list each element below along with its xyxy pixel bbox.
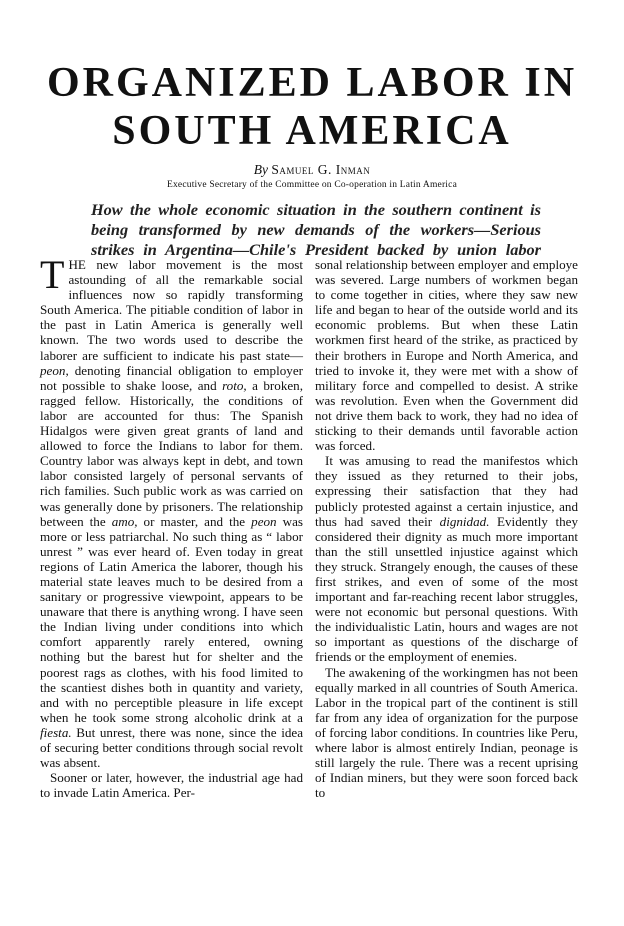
paragraph [315, 453, 578, 664]
italic-term: amo, [111, 513, 138, 529]
author-name: Samuel G. Inman [271, 162, 371, 177]
column-left [40, 252, 304, 801]
drop-cap: T [40, 252, 65, 297]
text-run: or master, and the [137, 513, 252, 529]
subheadline [91, 200, 541, 260]
paragraph [40, 252, 304, 771]
title-line-1: ORGANIZED LABOR IN [46, 60, 578, 106]
subhead-line-2: being transformed by new demands of the workers—Serious [91, 220, 541, 239]
italic-term: dignidad. [439, 513, 490, 529]
italic-term: fiesta. [40, 724, 72, 740]
text-run: It was amusing to read the manifestos which they issued as they returned to their jobs, expressing their satisfaction that they had publicly protested against a certain injustice, and thus had saved their [315, 453, 578, 529]
paragraph: sonal relationship between employer and employe was severed. Large numbers of workmen began to come together in cities, where they saw new life and began to hear of the outside world and its economic problems. But when these Latin workmen first heard of the strike, as practiced by their brothers in Europe and North America, and tried to invoke it, they were met with a show of military force and compelled to desist. A strike was revolution. Even when the Government did not drive them back to work, they had no idea of sticking to their demands until favorable action was forced. [315, 257, 578, 454]
byline-prefix: By [253, 162, 268, 177]
text-run: was more or less patriarchal. No such thing as “ labor unrest ” was ever heard of. Even today in great regions of Latin America the laborer, though his material state leaves much to be desired from a sanitary or progressive viewpoint, appears to be unaware that there is anything wrong. I have seen the Indian living under conditions into which comfort apparently rarely entered, owning nothing but the barest hut for shelter and the poorest rags as clothes, with his food limited to the scantiest dishes both in quantity and variety, and with no perceptible pleasure in life except when he took some strong alcoholic drink at a [40, 513, 304, 725]
byline [0, 162, 624, 178]
text-run: But unrest, there was none, since the idea of securing better conditions through social revolt was absent. [40, 724, 303, 771]
text-run: HE new labor movement is the most astounding of all the remarkable social influences now so rapidly transforming South America. The pitiable condition of labor in the past in Latin America is generally well known. The two words used to describe the laborer are sufficient to indicate his past state— [40, 257, 303, 363]
italic-term: roto, [222, 377, 247, 393]
paragraph: The awakening of the workingmen has not been equally marked in all countries of South America. Labor in the tropical part of the continent is still far from any idea of organization for the purpose of forcing labor conditions. In countries like Peru, where labor is almost entirely Indian, peonage is still largely the rule. There was a recent uprising of Indian miners, but they were soon forced back to [315, 664, 578, 801]
text-run: Evidently they considered their dignity as much more important than the still unsettled injustice against which they struck. Strangely enough, the causes of these first strikes, and even of some of the most important and far-reaching recent labor struggles, were not economic but personal questions. With the individualistic Latin, hours and wages are not so important as questions of the discharge of friends or the employment of enemies. [315, 513, 578, 665]
paragraph: Sooner or later, however, the industrial age had to invade Latin America. Per- [40, 770, 303, 801]
text-run: denoting financial obligation to employer not possible to shake loose, and [40, 362, 303, 393]
italic-term: peon [251, 513, 277, 529]
subhead-line-1: How the whole economic situation in the southern continent is [91, 200, 541, 219]
text-run: a broken, ragged fellow. Historically, the conditions of labor are accounted for thus: The Spanish Hidalgos were given great grants of land and allowed to force the Indians to labor for them. Country labor was always kept in debt, and town labor consisted largely of personal servants of rich families. Such public work as was carried on was generally done by prisoners. The relationship between the [40, 377, 303, 529]
author-affiliation: Executive Secretary of the Committee on Co-operation in Latin America [166, 180, 457, 190]
subhead-line-3: strikes in Argentina—Chile's President backed by union labor [91, 240, 541, 259]
italic-term: peon, [40, 362, 69, 378]
title-line-2: SOUTH AMERICA [112, 108, 512, 154]
column-right [315, 257, 578, 800]
